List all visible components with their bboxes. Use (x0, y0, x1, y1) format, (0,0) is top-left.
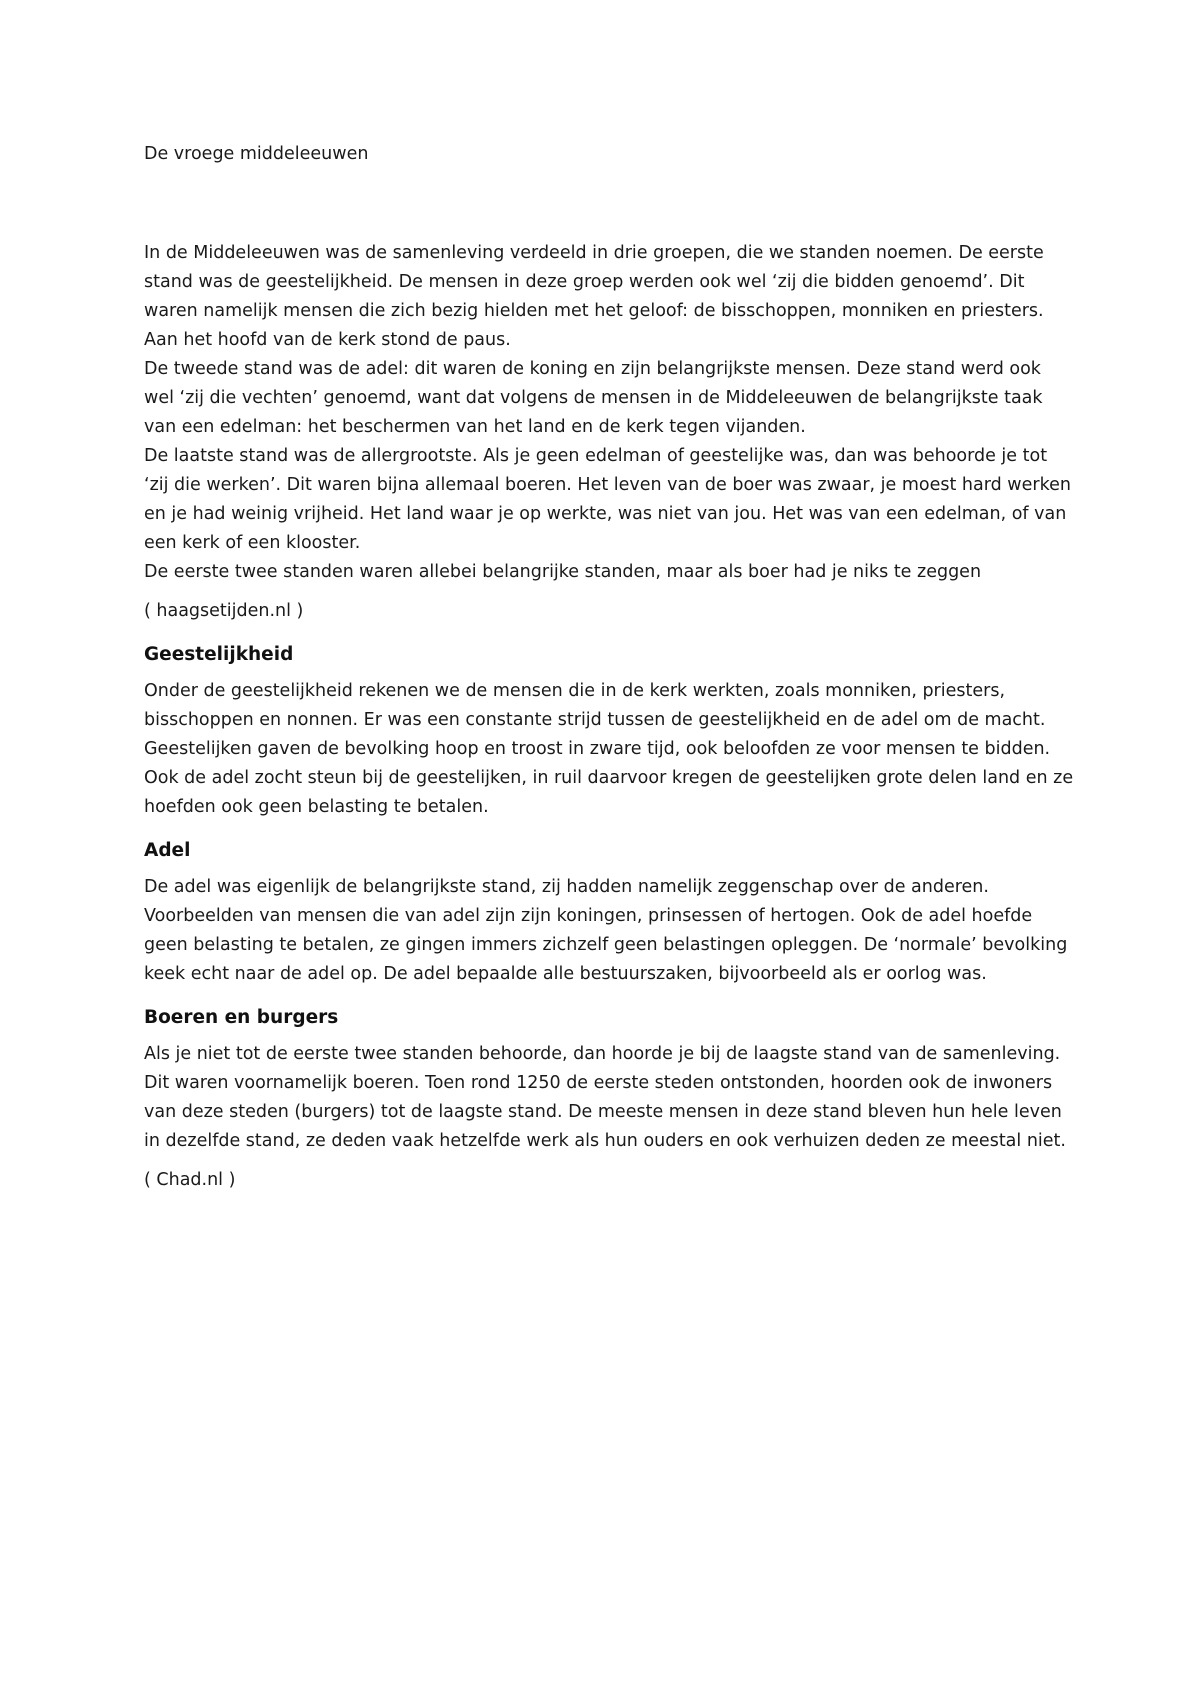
document-page (144, 140, 1074, 1195)
document-title: De vroege middeleeuwen (144, 144, 369, 164)
section-text-boeren-en-burgers: Als je niet tot de eerste twee standen behoorde, dan hoorde je bij de laagste stand van de samenleving. Dit waren voornamelijk boeren. Toen rond 1250 de eerste steden ontstonden, hoorden ook de inwoners van deze steden (burgers) tot de laagste stand. De meeste mensen in deze stand bleven hun hele leven in dezelfde stand, ze deden vaak hetzelfde werk als hun ouders en ook verhuizen deden ze meestal niet. (144, 1044, 1066, 1151)
section-heading-geestelijkheid: Geestelijkheid (144, 644, 294, 665)
section-boeren-en-burgers (144, 1003, 1074, 1156)
intro-paragraph-1: In de Middeleeuwen was de samenleving verdeeld in drie groepen, die we standen noemen. De eerste stand was de geestelijkheid. De mensen in deze groep werden ook wel ‘zij die bidden genoemd’. Dit waren namelijk mensen die zich bezig hielden met het geloof: de bisschoppen, monniken en priesters. Aan het hoofd van de kerk stond de paus. (144, 243, 1044, 350)
intro-source-citation: ( haagsetijden.nl ) (144, 601, 304, 621)
section-heading-boeren-en-burgers: Boeren en burgers (144, 1007, 339, 1028)
section-adel (144, 836, 1074, 989)
intro-paragraph-2: De tweede stand was de adel: dit waren de koning en zijn belangrijkste mensen. Deze stand werd ook wel ‘zij die vechten’ genoemd, want dat volgens de mensen in de Middeleeuwen de belangrijkste taak van een edelman: het beschermen van het land en de kerk tegen vijanden. (144, 359, 1043, 437)
section-text-adel: De adel was eigenlijk de belangrijkste stand, zij hadden namelijk zeggenschap over de anderen. Voorbeelden van mensen die van adel zijn zijn koningen, prinsessen of hertogen. Ook de adel hoefde geen belasting te betalen, ze gingen immers zichzelf geen belastingen opleggen. De ‘normale’ bevolking keek echt naar de adel op. De adel bepaalde alle bestuurszaken, bijvoorbeeld als er oorlog was. (144, 877, 1068, 984)
intro-block (144, 239, 1074, 626)
section-heading-adel: Adel (144, 840, 191, 861)
final-source-citation: ( Chad.nl ) (144, 1170, 236, 1190)
intro-paragraph-3: De laatste stand was de allergrootste. Als je geen edelman of geestelijke was, dan was behoorde je tot ‘zij die werken’. Dit waren bijna allemaal boeren. Het leven van de boer was zwaar, je moest hard werken en je had weinig vrijheid. Het land waar je op werkte, was niet van jou. Het was van een edelman, of van een kerk of een klooster. (144, 446, 1071, 553)
section-text-geestelijkheid: Onder de geestelijkheid rekenen we de mensen die in de kerk werkten, zoals monniken, priesters, bisschoppen en nonnen. Er was een constante strijd tussen de geestelijkheid en de adel om de macht. Geestelijken gaven de bevolking hoop en troost in zware tijd, ook beloofden ze voor mensen te bidden. Ook de adel zocht steun bij de geestelijken, in ruil daarvoor kregen de geestelijken grote delen land en ze hoefden ook geen belasting te betalen. (144, 681, 1074, 817)
intro-paragraph-4: De eerste twee standen waren allebei belangrijke standen, maar als boer had je niks te zeggen (144, 562, 982, 582)
section-geestelijkheid (144, 640, 1074, 822)
